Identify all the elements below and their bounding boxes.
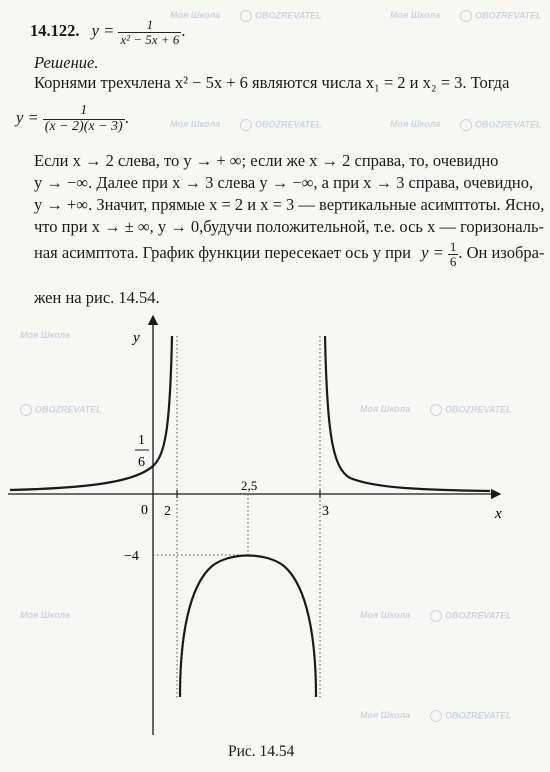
- watermark-obozrevatel: OBOZREVATEL: [240, 119, 322, 131]
- watermark-obozrevatel: OBOZREVATEL: [430, 710, 512, 722]
- problem-frac-num: 1: [118, 18, 181, 33]
- problem-eq-lhs: y =: [91, 20, 115, 40]
- watermark-moya-shkola: Моя Школа: [390, 10, 441, 20]
- para1-frac-num: 1: [43, 104, 125, 120]
- watermark-moya-shkola: Моя Школа: [170, 10, 221, 20]
- watermark-moya-shkola: Моя Школа: [360, 610, 411, 620]
- para2-line4: что при x → ± ∞, y → 0,будучи положительной, т.е. ось x — горизональ-: [34, 217, 544, 236]
- watermark-obozrevatel: OBOZREVATEL: [430, 610, 512, 622]
- para1-eq-lhs: y =: [16, 107, 39, 127]
- yint-frac-num: 1: [449, 239, 457, 254]
- para2-line5-end: . Он изобра-: [458, 242, 545, 262]
- curve-right-branch: [325, 336, 490, 491]
- figure-caption: Рис. 14.54: [228, 743, 295, 760]
- para1-line1: Корнями трехчлена x² − 5x + 6 являются числа x₁ = 2 и x₂ = 3. Тогда: [34, 73, 510, 92]
- para1-equation: y = $\frac{1}{(x - 2)(x - 3)}$ .: [16, 103, 129, 134]
- yint-eq-lhs: y =: [421, 242, 444, 262]
- para2-line6: жен на рис. 14.54.: [34, 288, 160, 307]
- solution-label: Решение.: [34, 53, 99, 72]
- x-axis-label: x: [495, 506, 502, 522]
- watermark-moya-shkola: Моя Школа: [20, 610, 71, 620]
- tick-label-x25: 2,5: [241, 478, 258, 493]
- curve-middle-branch: [180, 556, 316, 698]
- tick-label-y-neg4: −4: [124, 549, 139, 564]
- problem-frac-den: x² − 5x + 6: [120, 31, 180, 47]
- para2-line1: Если x → 2 слева, то y → + ∞; если же x → 2 справа, то, очевидно: [34, 151, 499, 170]
- yint-label-num: 1: [138, 433, 145, 448]
- watermark-moya-shkola: Моя Школа: [360, 404, 411, 414]
- yint-frac-den: 6: [449, 253, 457, 269]
- watermark-moya-shkola: Моя Школа: [390, 119, 441, 129]
- watermark-obozrevatel: OBOZREVATEL: [240, 10, 322, 22]
- watermark-moya-shkola: Моя Школа: [170, 119, 221, 129]
- watermark-obozrevatel: OBOZREVATEL: [20, 404, 102, 416]
- origin-label: 0: [141, 503, 148, 518]
- watermark-obozrevatel: OBOZREVATEL: [460, 10, 542, 22]
- para2-line5-text: ная асимптота. График функции пересекает ось y при: [34, 242, 412, 262]
- yint-label-den: 6: [138, 455, 145, 470]
- problem-number: 14.122.: [30, 20, 80, 40]
- para2-line2: y → −∞. Далее при x → 3 слева y → −∞, а при x → 3 справа, очевидно,: [34, 173, 534, 192]
- tick-label-x2: 2: [164, 504, 171, 519]
- problem-header: 14.122. y = $\frac{1}{\text{x² − 5x + 6}}$ .: [30, 17, 186, 47]
- watermark-obozrevatel: OBOZREVATEL: [460, 119, 542, 131]
- curve-left-branch: [10, 336, 172, 490]
- para1-frac-den: (x − 2)(x − 3): [44, 118, 123, 134]
- para2-line3: y → +∞. Значит, прямые x = 2 и x = 3 — вертикальные асимптоты. Ясно,: [34, 195, 545, 214]
- watermark-moya-shkola: Моя Школа: [20, 330, 71, 340]
- watermark-obozrevatel: OBOZREVATEL: [430, 404, 512, 416]
- watermark-moya-shkola: Моя Школа: [360, 710, 411, 720]
- y-axis-label: y: [133, 330, 140, 346]
- tick-label-x3: 3: [322, 504, 329, 519]
